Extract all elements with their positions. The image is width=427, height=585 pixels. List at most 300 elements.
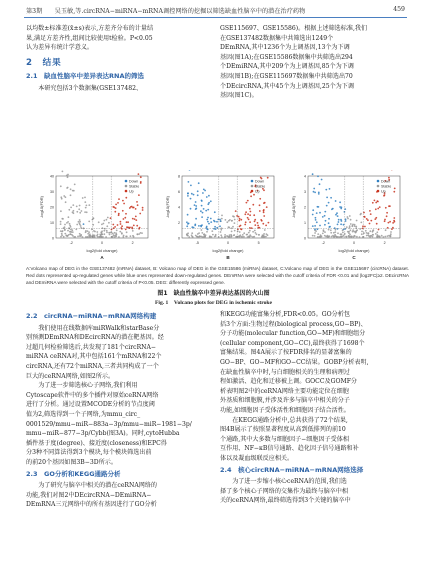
data-point [349,215,351,217]
text-line: 程如激活、趋化和迁移被上调。GOCC及GOMF分 [220,378,358,386]
data-point [216,221,218,223]
x-axis-label: log2(fold change) [86,248,118,253]
data-point [351,236,353,238]
data-point [317,233,319,235]
data-point [126,226,128,228]
data-point [123,203,125,205]
data-point [330,232,332,234]
data-point [139,213,141,215]
data-point [212,234,214,236]
data-point [61,233,63,235]
data-point [126,236,128,238]
data-point [325,189,327,191]
data-point [195,218,197,220]
data-point [136,225,138,227]
data-point [109,234,111,236]
data-point [350,219,352,221]
data-point [345,236,347,238]
data-point [60,185,62,187]
data-point [247,213,249,215]
data-point [233,216,235,218]
data-point [123,218,125,220]
data-point [238,220,240,222]
data-point [70,188,72,190]
data-point [263,212,265,214]
data-point [265,225,267,227]
data-point [253,194,255,196]
text-line: 图4B展示了按照显著程度从高到低排列的前10 [220,426,346,434]
data-point [64,224,66,226]
data-point [243,232,245,234]
data-point [377,200,379,202]
data-point [228,236,230,238]
data-point [381,235,383,237]
data-point [137,234,139,236]
data-point [135,208,137,210]
data-point [345,218,347,220]
data-point [379,206,381,208]
figure-1 [24,170,410,260]
data-point [140,181,142,183]
data-point [377,234,379,236]
x-tick-label: -2 [69,241,73,245]
x-tick-label: 0 [353,241,355,245]
data-point [393,217,395,219]
legend-marker [125,180,128,183]
data-point [141,232,143,234]
data-point [202,236,204,238]
data-point [249,230,251,232]
section-heading: 2 结果 [26,57,62,68]
data-point [116,230,118,232]
data-point [319,225,321,227]
data-point [356,236,358,238]
data-point [114,211,116,213]
data-point [247,217,249,219]
data-point [359,228,361,230]
text-line: DEmRNA,其中1236个为上调基因,13个为下调 [220,44,350,52]
data-point [392,222,394,224]
data-point [386,212,388,214]
data-point [252,231,254,233]
data-point [250,195,252,197]
text-line: 基因(图1B);在GSE115697数据集中共筛选出70 [220,72,353,80]
data-point [257,225,259,227]
data-point [213,220,215,222]
data-point [211,230,213,232]
y-tick-label: 8 [178,174,180,179]
data-point [346,226,348,228]
figure-title-cn: 图1 缺血性脑卒中差异表达基因的火山图 [157,290,270,297]
data-point [252,204,254,206]
text-line: 在GSE137482数据集中共筛选出1249个 [220,34,334,42]
legend-label: Stable [255,184,266,189]
data-point [224,236,226,238]
data-point [313,191,315,193]
data-point [122,210,124,212]
data-point [329,188,331,190]
data-point [328,229,330,231]
data-point [390,235,392,237]
data-point [80,235,82,237]
data-point [129,207,131,209]
text-line: 基因(图1C)。 [220,92,258,100]
data-point [66,175,68,177]
data-point [254,230,256,232]
x-tick-label: 0 [227,241,229,245]
data-point [88,221,90,223]
data-point [118,214,120,216]
left-column-bottom [26,310,208,510]
data-point [318,236,320,238]
data-point [65,196,67,198]
text-line: DEmRNA三元网络中的所有基因进行了GO分析 [26,501,157,509]
data-point [82,236,84,238]
data-point [312,173,314,175]
y-tick-label: 10 [50,220,54,225]
data-point [197,233,199,235]
data-point [249,208,251,210]
data-point [312,209,314,211]
data-point [112,236,114,238]
data-point [103,220,105,222]
data-point [312,225,314,227]
data-point [198,182,200,184]
data-point [354,225,356,227]
data-point [388,222,390,224]
subsection-heading: 2.2 circRNA−miRNA−mRNA网络构建 [26,312,157,320]
data-point [76,211,78,213]
data-point [268,222,270,224]
volcano-plot-a [38,170,158,260]
figure-title-en: Fig. 1 Volcano plots for DEG in ischemic stroke [154,300,273,306]
data-point [127,221,129,223]
data-point [196,236,198,238]
text-line: 的前20个基因如图3B−3D所示。 [26,458,117,466]
data-point [390,231,392,233]
data-point [229,219,231,221]
data-point [67,221,69,223]
data-point [387,227,389,229]
data-point [338,219,340,221]
data-point [103,233,105,235]
data-point [246,202,248,204]
data-point [347,231,349,233]
data-point [108,222,110,224]
text-line: 0001529/mmu−miR−883a−3p/mmu−miR−1981−3p/ [26,420,192,428]
data-point [355,232,357,234]
data-point [68,216,70,218]
data-point [253,236,255,238]
data-point [221,215,223,217]
data-point [123,235,125,237]
data-point [73,210,75,212]
data-point [320,234,322,236]
data-point [375,208,377,210]
legend-marker [377,190,380,193]
right-column-bottom [220,310,408,506]
data-point [239,231,241,233]
data-point [201,216,203,218]
text-line: 为了研究与脑卒中相关的潜在ceRNA网络的 [38,482,158,490]
data-point [349,227,351,229]
data-point [263,209,265,211]
data-point [335,214,337,216]
data-point [69,223,71,225]
volcano-panel-a [38,170,158,260]
data-point [200,226,202,228]
data-point [331,236,333,238]
data-point [202,212,204,214]
data-point [60,210,62,212]
data-point [92,224,94,226]
data-point [330,229,332,231]
data-point [336,212,338,214]
y-axis-label: -log10(FDR) [165,195,170,219]
x-tick-label: 2 [383,241,386,245]
panel-label: C [352,255,356,260]
data-point [352,231,354,233]
data-point [340,219,342,221]
data-point [312,235,314,237]
data-point [369,223,371,225]
data-point [106,230,108,232]
x-tick-label: 5 [257,241,260,245]
data-point [253,214,255,216]
data-point [249,227,251,229]
data-point [370,220,372,222]
legend-label: Up [381,189,386,194]
text-line: 本研究包括3个数据集(GSE137482、 [38,84,143,92]
text-line: 值为2,筛选得到一个子网络,为mmu_circ_ [26,410,141,418]
data-point [327,236,329,238]
data-point [200,210,202,212]
data-point [190,208,192,210]
data-point [339,236,341,238]
x-tick-label: 2 [131,241,134,245]
panel-label: B [226,255,230,260]
data-point [79,212,81,214]
data-point [255,232,257,234]
data-point [94,236,96,238]
data-point [193,194,195,196]
subsection-heading: 2.1 缺血性脑卒中差异表达RNA的筛选 [26,72,144,81]
data-point [133,225,135,227]
data-point [366,235,368,237]
data-point [204,236,206,238]
data-point [314,225,316,227]
data-point [72,211,74,213]
data-point [142,207,144,209]
data-point [317,206,319,208]
data-point [191,234,193,236]
data-point [267,234,269,236]
text-line: 为了进一步筛选核心子网络,我们利用 [38,382,138,390]
data-point [314,235,316,237]
data-point [370,213,372,215]
volcano-plot-c [290,170,410,260]
y-tick-label: 4 [178,205,180,210]
data-point [350,229,352,231]
y-axis-label: -log10(FDR) [39,195,44,219]
y-tick-label: 0 [304,236,306,241]
right-column-top [220,24,408,101]
data-point [259,198,261,200]
data-point [132,207,134,209]
text-line: 我们使用在线数据库miRWalk和starBase分 [38,324,160,332]
data-point [121,233,123,235]
data-point [344,211,346,213]
data-point [372,231,374,233]
data-point [197,190,199,192]
data-point [67,230,69,232]
data-point [125,197,127,199]
legend-marker [251,185,254,188]
data-point [74,184,76,186]
data-point [106,219,108,221]
data-point [242,234,244,236]
data-point [76,206,78,208]
data-point [389,221,391,223]
data-point [362,225,364,227]
data-point [61,198,63,200]
data-point [187,192,189,194]
data-point [206,231,208,233]
data-point [86,205,88,207]
data-point [369,210,371,212]
y-tick-label: 4 [304,174,306,179]
data-point [341,206,343,208]
data-point [80,225,82,227]
data-point [112,224,114,226]
data-point [335,229,337,231]
data-point [334,231,336,233]
data-point [208,223,210,225]
data-point [355,226,357,228]
data-point [203,208,205,210]
x-tick-label: -5 [195,241,199,245]
data-point [206,219,208,221]
legend-label: Up [129,189,134,194]
data-point [315,230,317,232]
data-point [214,226,216,228]
x-tick-label: 0 [101,241,103,245]
data-point [126,231,128,233]
data-point [250,211,252,213]
data-point [79,219,81,221]
data-point [254,224,256,226]
data-point [116,234,118,236]
data-point [210,200,212,202]
data-point [234,230,236,232]
data-point [324,211,326,213]
data-point [214,236,216,238]
text-line: 以均数±标准差(x̄±s)表示,方差齐分布的计量结 [26,25,154,32]
data-point [353,235,355,237]
data-point [70,194,72,196]
text-line: 过超几何检验筛选后,共发现了181个circRNA− [26,343,156,351]
legend-label: Up [255,189,260,194]
data-point [76,224,78,226]
legend-marker [377,180,380,183]
data-point [328,226,330,228]
data-point [264,229,266,231]
data-point [219,225,221,227]
data-point [314,192,316,194]
x-tick-label: -2 [321,241,325,245]
data-point [330,197,332,199]
data-point [130,235,132,237]
data-point [266,206,268,208]
data-point [86,236,88,238]
left-column-top [26,24,208,94]
data-point [118,236,120,238]
figure-caption: A:Volcano map of DEG in the GSE137482 (mRNA) dataset, B: Volcano map of DEG in the GSE15586 (miRNA) dataset, C:Volcano map of DEG in the GSE115697 (circRNA) dataset. Red dots represented up-regulated genes while blue ones represented down-regulated genes. DEmRNA were selected with the cutoff criteria of FDR <0.01 and |log2FC|≥2. DEcircRNA and DEmiRNA were selected with the cutoff criteria of P<0.05. DEG: differently expressed gene. [26,266,409,285]
data-point [219,219,221,221]
data-point [72,204,74,206]
data-point [69,225,71,227]
data-point [105,236,107,238]
data-point [187,214,189,216]
data-point [199,236,201,238]
x-axis-label: log2(fold change) [212,248,244,253]
data-point [198,225,200,227]
data-point [340,223,342,225]
data-point [220,231,222,233]
legend-marker [251,180,254,183]
data-point [267,177,269,179]
data-point [246,234,248,236]
data-point [338,221,340,223]
data-point [324,224,326,226]
data-point [90,235,92,237]
data-point [189,170,191,171]
data-point [132,235,134,237]
legend-label: Stable [381,184,392,189]
data-point [315,217,317,219]
data-point [187,232,189,234]
data-point [66,235,68,237]
data-point [387,235,389,237]
data-point [325,220,327,222]
text-line: GO−BP、GO−MF和GO−CC结果。GOBP分析表明, [220,358,369,366]
data-point [111,229,113,231]
data-point [249,214,251,216]
data-point [356,229,358,231]
data-point [208,202,210,204]
text-line: circRNA,还有72个miRNA,三者共同构成了一个 [26,362,159,370]
data-point [245,211,247,213]
header-rule [24,17,407,18]
data-point [67,187,69,189]
text-line: 富集结果。图4A展示了按FDR排名的显著富集的 [220,349,352,357]
text-line: 进行了分析。通过设置MCODE分析的节点度阈 [26,401,155,409]
data-point [250,236,252,238]
data-point [72,235,74,237]
data-point [385,207,387,209]
data-point [115,207,117,209]
data-point [248,219,250,221]
data-point [360,222,362,224]
data-point [386,215,388,217]
data-point [388,205,390,207]
data-point [111,232,113,234]
data-point [343,224,345,226]
data-point [263,189,265,191]
subsection-heading: 2.4 核心circRNA−miRNA−mRNA网络选择 [220,465,364,474]
data-point [83,223,85,225]
data-point [348,235,350,237]
